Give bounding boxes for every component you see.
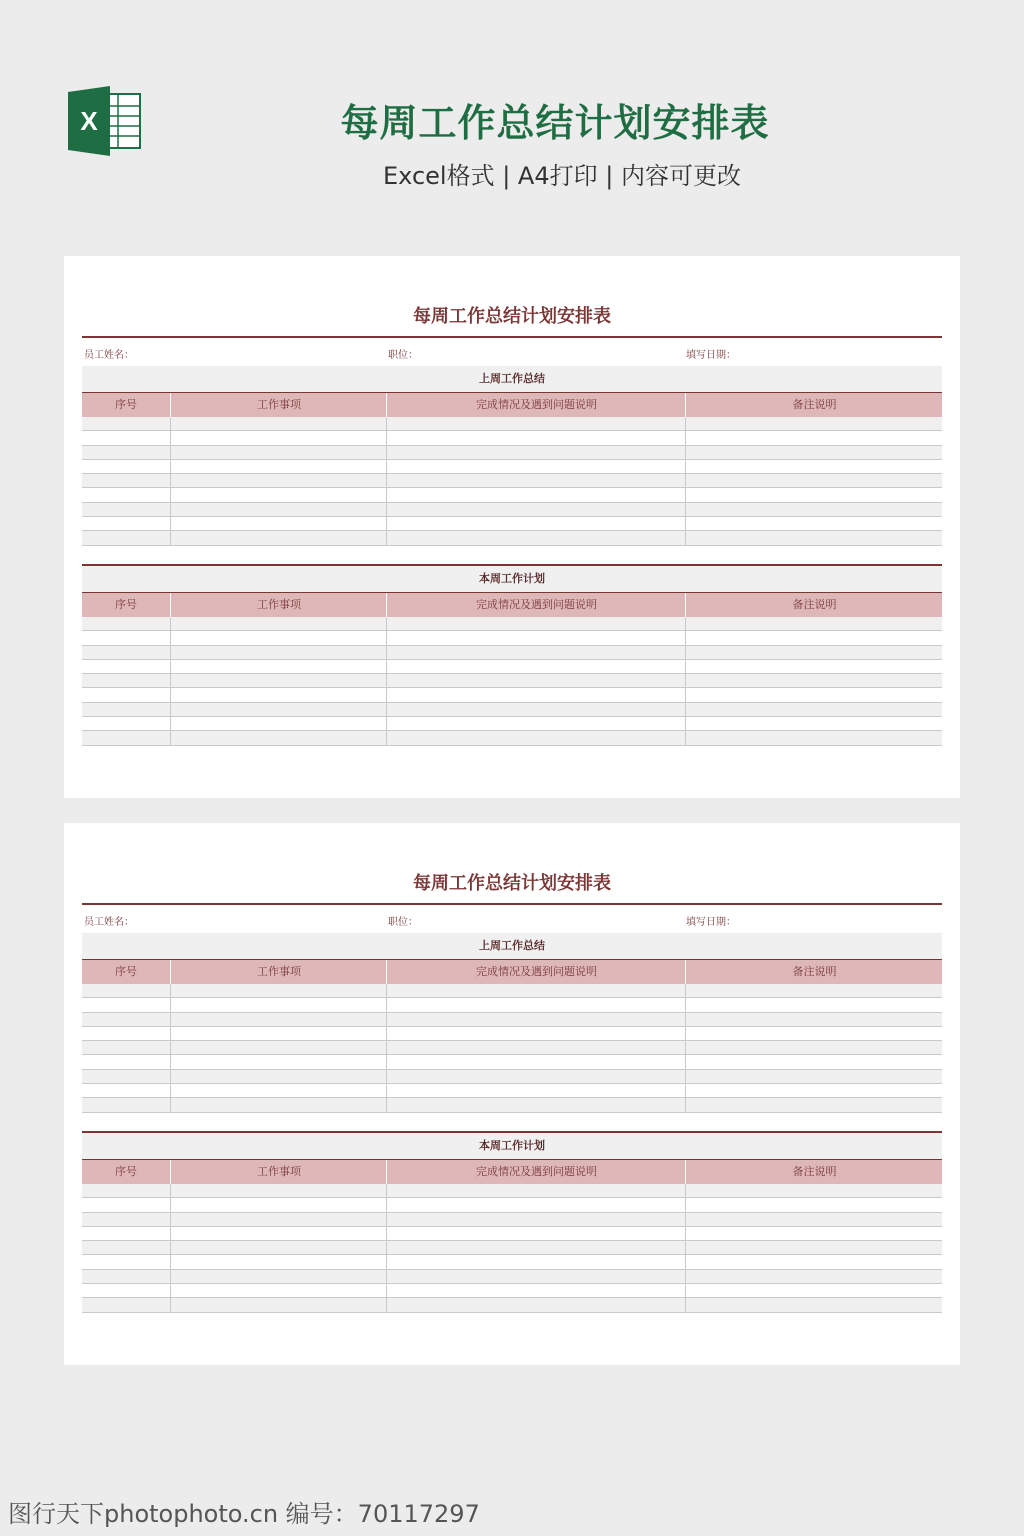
excel-logo-letter: X <box>80 106 98 136</box>
table-row[interactable] <box>82 417 942 431</box>
table-row[interactable] <box>82 1184 942 1198</box>
table-row[interactable] <box>82 998 942 1012</box>
table-row[interactable] <box>82 1027 942 1041</box>
column-header-row <box>82 593 942 617</box>
watermark-text: 图行天下photophoto.cn 编号：70117297 <box>8 1500 480 1528</box>
col-header-index: 序号 <box>115 398 137 411</box>
table-row[interactable] <box>82 1213 942 1227</box>
table-row[interactable] <box>82 674 942 688</box>
info-row <box>82 903 942 935</box>
table-body-last-week <box>82 984 942 1113</box>
table-row[interactable] <box>82 1055 942 1069</box>
table-row[interactable] <box>82 517 942 531</box>
table-row[interactable] <box>82 660 942 674</box>
table-row[interactable] <box>82 503 942 517</box>
column-header-row <box>82 960 942 984</box>
col-header-index: 序号 <box>115 598 137 611</box>
column-header-row <box>82 393 942 417</box>
table-row[interactable] <box>82 646 942 660</box>
employee-name-label: 员工姓名： <box>84 917 134 928</box>
employee-name-label: 员工姓名： <box>84 350 134 361</box>
table-body-last-week <box>82 417 942 546</box>
table-row[interactable] <box>82 488 942 502</box>
col-header-status: 完成情况及遇到问题说明 <box>386 393 686 417</box>
table-row[interactable] <box>82 446 942 460</box>
table-row[interactable] <box>82 1084 942 1098</box>
table-row[interactable] <box>82 1298 942 1312</box>
table-row[interactable] <box>82 1198 942 1212</box>
table-row[interactable] <box>82 1070 942 1084</box>
section-last-week-title: 上周工作总结 <box>82 366 942 394</box>
col-header-status: 完成情况及遇到问题说明 <box>386 593 686 617</box>
table-row[interactable] <box>82 617 942 631</box>
table-row[interactable] <box>82 1041 942 1055</box>
table-row[interactable] <box>82 1227 942 1241</box>
table-row[interactable] <box>82 1284 942 1298</box>
sheet-preview <box>64 256 960 798</box>
table-row[interactable] <box>82 717 942 731</box>
fill-date-label: 填写日期： <box>686 917 736 928</box>
table-row[interactable] <box>82 631 942 645</box>
table-row[interactable] <box>82 1098 942 1112</box>
col-header-task: 工作事项 <box>170 593 387 617</box>
table-row[interactable] <box>82 1013 942 1027</box>
col-header-task: 工作事项 <box>170 960 387 984</box>
table-body-this-week <box>82 1184 942 1313</box>
table-row[interactable] <box>82 1241 942 1255</box>
table-row[interactable] <box>82 431 942 445</box>
page-subtitle: Excel格式 | A4打印 | 内容可更改 <box>383 162 741 190</box>
column-header-row <box>82 1160 942 1184</box>
table-row[interactable] <box>82 688 942 702</box>
col-header-status: 完成情况及遇到问题说明 <box>386 1160 686 1184</box>
col-header-remarks: 备注说明 <box>685 1160 943 1184</box>
table-body-this-week <box>82 617 942 746</box>
table-row[interactable] <box>82 1255 942 1269</box>
info-row <box>82 336 942 368</box>
table-row[interactable] <box>82 1270 942 1284</box>
col-header-status: 完成情况及遇到问题说明 <box>386 960 686 984</box>
section-last-week-title: 上周工作总结 <box>82 933 942 961</box>
table-row[interactable] <box>82 731 942 745</box>
position-label: 职位： <box>388 917 418 928</box>
col-header-remarks: 备注说明 <box>685 960 943 984</box>
col-header-remarks: 备注说明 <box>685 593 943 617</box>
sheet-title: 每周工作总结计划安排表 <box>413 306 611 327</box>
col-header-task: 工作事项 <box>170 393 387 417</box>
col-header-remarks: 备注说明 <box>685 393 943 417</box>
table-row[interactable] <box>82 460 942 474</box>
position-label: 职位： <box>388 350 418 361</box>
excel-icon <box>66 86 142 156</box>
sheet-title: 每周工作总结计划安排表 <box>413 873 611 894</box>
sheet-preview <box>64 823 960 1365</box>
table-row[interactable] <box>82 984 942 998</box>
table-row[interactable] <box>82 474 942 488</box>
table-row[interactable] <box>82 531 942 545</box>
section-this-week-title: 本周工作计划 <box>82 564 942 594</box>
col-header-index: 序号 <box>115 965 137 978</box>
section-this-week-title: 本周工作计划 <box>82 1131 942 1161</box>
col-header-index: 序号 <box>115 1165 137 1178</box>
page-title: 每周工作总结计划安排表 <box>340 101 770 145</box>
table-row[interactable] <box>82 703 942 717</box>
fill-date-label: 填写日期： <box>686 350 736 361</box>
col-header-task: 工作事项 <box>170 1160 387 1184</box>
